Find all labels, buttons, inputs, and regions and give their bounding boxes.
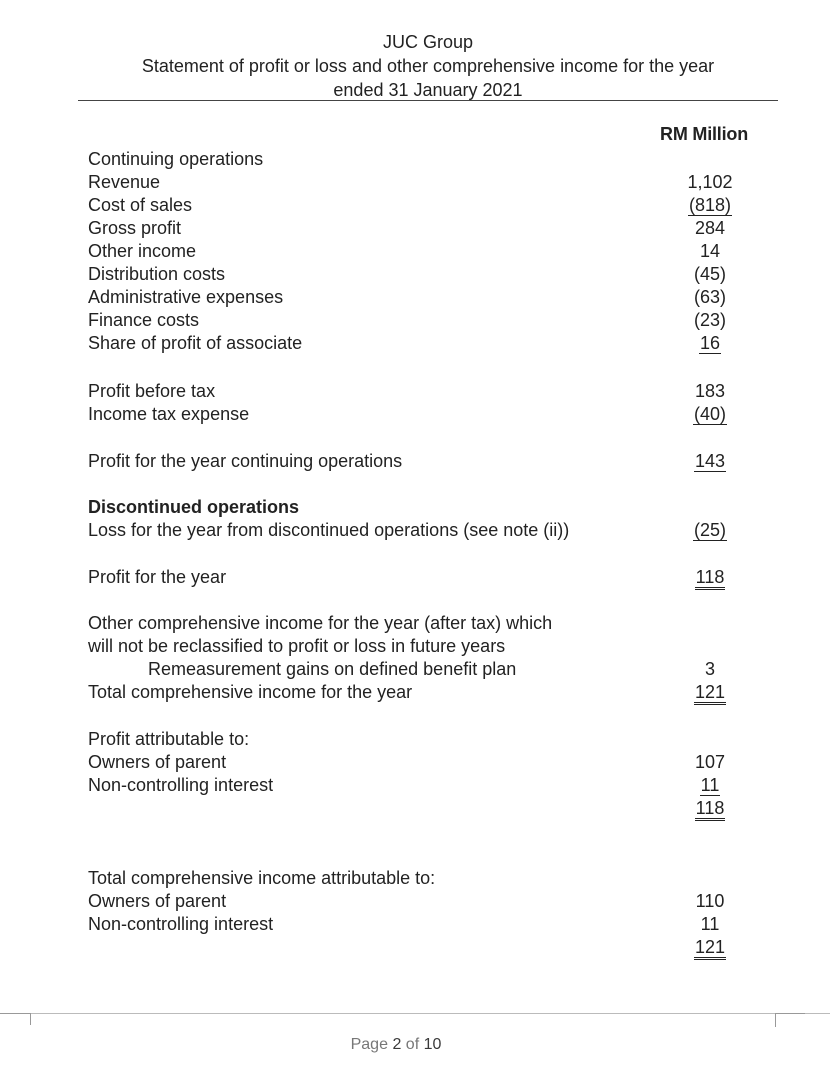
company-title: JUC Group bbox=[382, 32, 474, 52]
row-value: 11 bbox=[700, 775, 720, 795]
row-label: Distribution costs bbox=[88, 264, 226, 284]
row-label: Other comprehensive income for the year (after tax) which bbox=[88, 613, 553, 633]
row-distribution-costs bbox=[88, 263, 736, 286]
row-value: 143 bbox=[694, 451, 726, 471]
row-profit-owners bbox=[88, 751, 736, 774]
page-corner-right bbox=[775, 1013, 805, 1014]
row-profit-nci bbox=[88, 774, 736, 797]
page-current: 2 bbox=[392, 1036, 402, 1053]
row-tci-owners bbox=[88, 890, 736, 913]
row-label: Profit attributable to: bbox=[88, 729, 250, 749]
statement-header bbox=[78, 30, 778, 102]
row-value: 121 bbox=[684, 936, 736, 960]
row-value: 3 bbox=[704, 659, 715, 679]
oci-heading-line-2 bbox=[88, 635, 736, 658]
row-label: Revenue bbox=[88, 172, 161, 192]
row-value: 1,102 bbox=[687, 172, 733, 192]
row-label: Continuing operations bbox=[88, 149, 264, 169]
row-label: Non-controlling interest bbox=[88, 914, 274, 934]
row-label: will not be reclassified to profit or loss in future years bbox=[88, 636, 506, 656]
row-total-comprehensive-income bbox=[88, 681, 736, 704]
row-label: Non-controlling interest bbox=[88, 775, 274, 795]
row-finance-costs bbox=[88, 309, 736, 332]
section-heading-continuing bbox=[88, 148, 736, 171]
row-tci-nci bbox=[88, 913, 736, 936]
row-label: Profit for the year continuing operations bbox=[88, 451, 403, 471]
row-label: Total comprehensive income for the year bbox=[88, 682, 413, 702]
row-value: (63) bbox=[693, 287, 726, 307]
tci-attributable-heading bbox=[88, 867, 736, 890]
row-value: (25) bbox=[693, 520, 726, 540]
row-profit-before-tax bbox=[88, 380, 736, 403]
row-value: 16 bbox=[699, 333, 721, 353]
row-value: (45) bbox=[693, 264, 726, 284]
row-label: Cost of sales bbox=[88, 195, 193, 215]
oci-heading-line-1 bbox=[88, 612, 736, 635]
row-cost-of-sales bbox=[88, 194, 736, 217]
page-corner-left-vertical bbox=[30, 1013, 31, 1025]
row-value: 14 bbox=[699, 241, 721, 261]
row-label: Owners of parent bbox=[88, 752, 227, 772]
row-label: Remeasurement gains on defined benefit plan bbox=[148, 659, 517, 679]
row-value: 284 bbox=[694, 218, 726, 238]
page-corner-left bbox=[0, 1013, 30, 1014]
row-label: Profit before tax bbox=[88, 381, 216, 401]
row-gross-profit bbox=[88, 217, 736, 240]
row-value: 118 bbox=[684, 566, 736, 590]
row-label: Finance costs bbox=[88, 310, 200, 330]
row-profit-attributable-total bbox=[88, 797, 736, 820]
row-value: (40) bbox=[693, 404, 726, 424]
row-label: Profit for the year bbox=[88, 567, 227, 587]
row-label: Administrative expenses bbox=[88, 287, 284, 307]
row-income-tax bbox=[88, 403, 736, 426]
row-value: 107 bbox=[694, 752, 726, 772]
row-tci-total bbox=[88, 936, 736, 959]
row-value: 118 bbox=[684, 797, 736, 821]
row-label: Owners of parent bbox=[88, 891, 227, 911]
column-header: RM Million bbox=[660, 124, 748, 144]
row-label: Income tax expense bbox=[88, 404, 250, 424]
row-other-income bbox=[88, 240, 736, 263]
page-separator: of bbox=[405, 1036, 420, 1053]
row-label: Discontinued operations bbox=[88, 497, 300, 517]
statement-title-line-2: ended 31 January 2021 bbox=[333, 80, 523, 100]
row-remeasurement-gains bbox=[88, 658, 736, 681]
row-value: 11 bbox=[700, 914, 720, 934]
row-label: Gross profit bbox=[88, 218, 182, 238]
page-prefix: Page bbox=[350, 1036, 388, 1053]
row-value: 110 bbox=[695, 891, 725, 911]
row-value: 183 bbox=[694, 381, 726, 401]
row-value: (818) bbox=[688, 195, 732, 215]
row-label: Other income bbox=[88, 241, 197, 261]
statement-title-line-1: Statement of profit or loss and other comprehensive income for the year bbox=[141, 56, 715, 76]
page-total: 10 bbox=[423, 1036, 442, 1053]
footer-rule bbox=[0, 1013, 830, 1014]
row-administrative-expenses bbox=[88, 286, 736, 309]
section-heading-discontinued bbox=[88, 496, 736, 519]
row-label: Loss for the year from discontinued operations (see note (ii)) bbox=[88, 520, 570, 540]
row-profit-continuing bbox=[88, 450, 736, 473]
row-share-of-associate bbox=[88, 332, 736, 355]
row-value: 121 bbox=[684, 681, 736, 705]
profit-attributable-heading bbox=[88, 728, 736, 751]
header-rule bbox=[78, 100, 778, 101]
row-profit-for-year bbox=[88, 566, 736, 589]
row-revenue bbox=[88, 171, 736, 194]
page-corner-right-vertical bbox=[775, 1013, 776, 1027]
page-number bbox=[0, 1036, 792, 1054]
row-discontinued-loss bbox=[88, 519, 736, 542]
row-value: (23) bbox=[693, 310, 726, 330]
row-label: Share of profit of associate bbox=[88, 333, 303, 353]
row-label: Total comprehensive income attributable to: bbox=[88, 868, 436, 888]
